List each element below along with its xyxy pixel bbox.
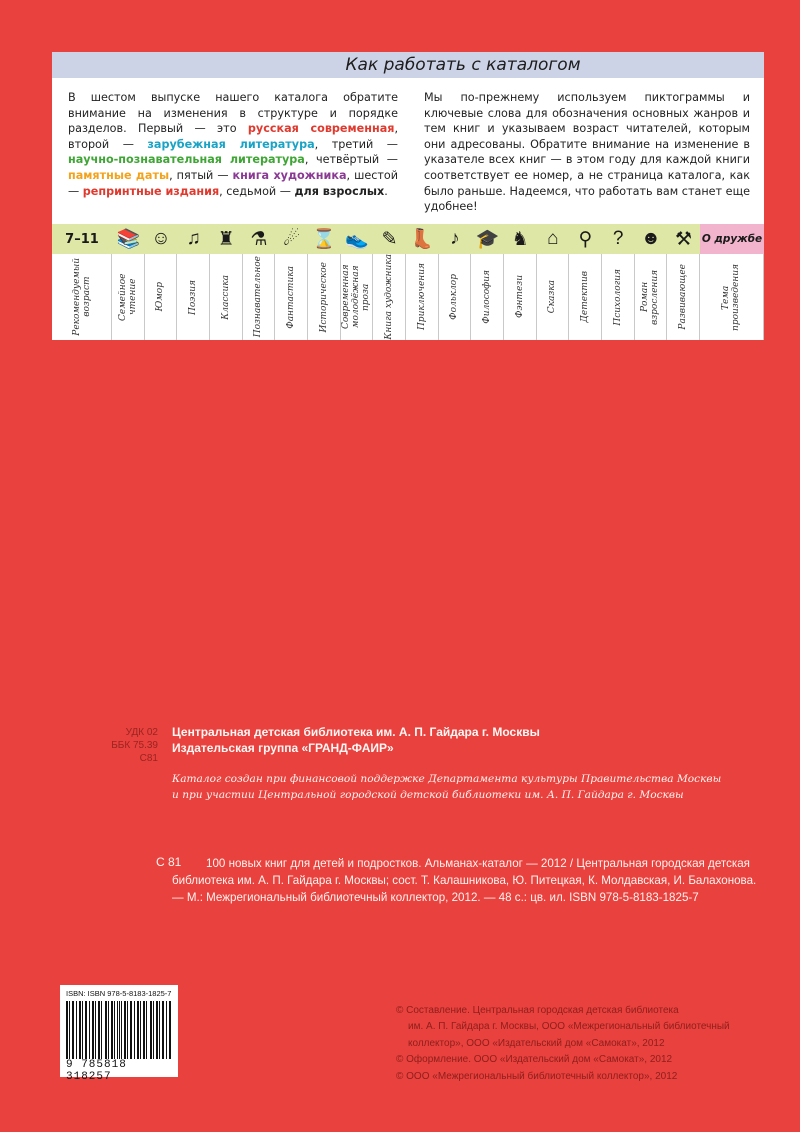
label-theme-text: Тема произведения: [721, 263, 742, 331]
label-sneaker-text: Современная молодёжная проза: [341, 264, 372, 330]
lyre-icon: ♫: [186, 228, 201, 249]
label-sneaker: [341, 254, 374, 340]
publishing-group: Издательская группа «ГРАНД-ФАИР»: [172, 741, 394, 755]
label-smiley-text: Юмор: [155, 282, 166, 312]
label-column-text: Классика: [220, 274, 231, 320]
intro-text-left: [68, 90, 398, 199]
section-keyword: репринтные издания: [82, 184, 220, 198]
hourglass-icon: ⌛: [312, 229, 337, 250]
barcode-bars: [66, 1001, 172, 1059]
intro-fragment: В шестом выпуске нашего каталога обратите внимание на изменения в структуре и порядке разделов. Первый — это: [68, 91, 398, 136]
panel-title: Как работать с каталогом: [52, 52, 764, 78]
section-keyword: зарубежная литература: [147, 137, 315, 151]
age-badge: 7–11: [65, 231, 99, 247]
balalaika-icon: ♪: [450, 228, 460, 249]
label-magnifier: [569, 254, 602, 340]
copyright-line: им. А. П. Гайдара г. Москвы, ООО «Межрегиональный библиотечный: [408, 1021, 730, 1033]
support-note: [172, 772, 762, 803]
intro-fragment: , третий —: [314, 137, 398, 151]
column-icon: ♜: [217, 228, 235, 250]
label-age-text: Рекомендуемый возраст: [71, 258, 92, 336]
copyright-line: © Составление. Центральная городская детская библиотека: [396, 1005, 679, 1016]
label-graduation-cap: [471, 254, 504, 340]
copyright-block: [396, 1003, 776, 1085]
barcode-number: 9 785818 318257: [66, 1059, 127, 1083]
publisher-block: [172, 724, 752, 756]
pictogram-labels: [52, 254, 764, 340]
intro-fragment: , четвёртый —: [304, 153, 398, 167]
label-question-head: [602, 254, 635, 340]
label-microscope-text: Познавательное: [253, 256, 264, 338]
microscope-icon: ⚗: [250, 228, 268, 250]
section-keyword: книга художника: [232, 168, 347, 182]
intro-fragment: , пятый —: [169, 168, 233, 182]
label-smiley: [145, 254, 178, 340]
classification-codes: [86, 726, 158, 765]
section-keyword: научно-познавательная литература: [68, 153, 305, 167]
label-tools-text: Развивающее: [677, 264, 688, 330]
label-house: [537, 254, 570, 340]
label-griffin-text: Фэнтези: [514, 275, 525, 319]
label-column: [210, 254, 243, 340]
label-book-stack-text: Семейное чтение: [117, 273, 138, 321]
intro-fragment: , шестой —: [68, 168, 398, 198]
intro-fragment: , второй —: [68, 122, 398, 151]
library-name: Центральная детская библиотека им. А. П. Гайдара г. Москвы: [172, 725, 540, 739]
label-theme: [700, 254, 764, 340]
label-boots: [406, 254, 439, 340]
label-adult-head-text: Роман взросления: [640, 269, 661, 325]
question-head-icon: ?: [612, 228, 624, 249]
label-balalaika: [439, 254, 472, 340]
tools-icon: ⚒: [674, 228, 692, 250]
label-balalaika-text: Фольклор: [449, 274, 460, 320]
adult-head-icon: ☻: [640, 228, 661, 249]
catalog-guide-panel: [52, 52, 764, 340]
barcode-title: ISBN: ISBN 978-5-8183-1825-7: [66, 989, 172, 998]
label-boots-text: Приключения: [416, 263, 427, 331]
label-hourglass-text: Историческое: [318, 261, 329, 333]
bibliographic-record: 100 новых книг для детей и подростков. Альманах-каталог — 2012 / Центральная городская детская библиотека им. А. П. Гайдара г. Москвы; сост. Т. Калашникова, Ю. Питецкая, К. Молдавская, И. Балахонова. — М.: Межрегиональный библиотечный коллектор, 2012. — 48 с.: цв. ил. ISBN 978-5-8183-1825-7: [172, 857, 757, 904]
copyright-line: © ООО «Межрегиональный библиотечный коллектор», 2012: [396, 1070, 678, 1082]
friendship-theme-badge: О дружбе: [700, 224, 764, 254]
classification-code: С81: [139, 753, 158, 764]
label-graduation-cap-text: Философия: [482, 270, 493, 324]
artist-book-icon: ✎: [381, 228, 398, 250]
label-lyre: [177, 254, 210, 340]
label-artist-book-text: Книга художника: [384, 254, 395, 340]
label-question-head-text: Психология: [612, 268, 623, 326]
copyright-line: © Оформление. ООО «Издательский дом «Самокат», 2012: [396, 1054, 673, 1066]
label-microscope: [243, 254, 276, 340]
support-line-1: Каталог создан при финансовой поддержке Департамента культуры Правительства Москвы: [172, 773, 722, 785]
classification-code: ББК 75.39: [111, 740, 158, 751]
section-keyword: русская современная: [247, 122, 395, 136]
classification-code: УДК 02: [125, 727, 158, 738]
intro-fragment: .: [384, 184, 388, 198]
smiley-icon: ☺: [151, 228, 171, 249]
intro-fragment: , седьмой —: [219, 184, 295, 198]
magnifier-icon: ⚲: [578, 228, 593, 250]
copyright-line: коллектор», ООО «Издательский дом «Самокат», 2012: [408, 1037, 665, 1049]
label-griffin: [504, 254, 537, 340]
sneaker-icon: 👟: [345, 229, 369, 250]
boots-icon: 👢: [410, 229, 435, 250]
label-hourglass: [308, 254, 341, 340]
label-adult-head: [635, 254, 668, 340]
isbn-barcode: [60, 985, 178, 1083]
support-line-2: и при участии Центральной городской детской библиотеки им. А. П. Гайдара г. Москвы: [172, 788, 684, 801]
ufo-icon: ☄: [283, 228, 301, 250]
pictogram-strip: [52, 224, 764, 254]
label-age: [52, 254, 112, 340]
book-stack-icon: 📚: [116, 229, 141, 250]
label-book-stack: [112, 254, 145, 340]
label-ufo-text: Фантастика: [286, 265, 297, 329]
biblio-code: С 81: [156, 855, 182, 869]
label-house-text: Сказка: [547, 280, 558, 314]
label-magnifier-text: Детектив: [580, 271, 591, 323]
label-lyre-text: Поэзия: [188, 279, 199, 315]
intro-text-right: Мы по-прежнему используем пиктограммы и ключевые слова для обозначения основных жанров и тем книг и указываем возраст читателей, которым они адресованы. Обратите внимание на изменение в указателе всех книг — в этом году для каждой книги соответствует ее номер, а не страница каталога, как было раньше. Надеемся, что работать вам станет еще удобнее!: [424, 91, 750, 214]
label-tools: [667, 254, 700, 340]
label-artist-book: [373, 254, 406, 340]
label-ufo: [275, 254, 308, 340]
griffin-icon: ♞: [511, 228, 529, 250]
graduation-cap-icon: 🎓: [475, 229, 500, 250]
house-icon: ⌂: [547, 228, 559, 249]
section-keyword: для взрослых: [294, 184, 385, 198]
section-keyword: памятные даты: [68, 168, 170, 182]
